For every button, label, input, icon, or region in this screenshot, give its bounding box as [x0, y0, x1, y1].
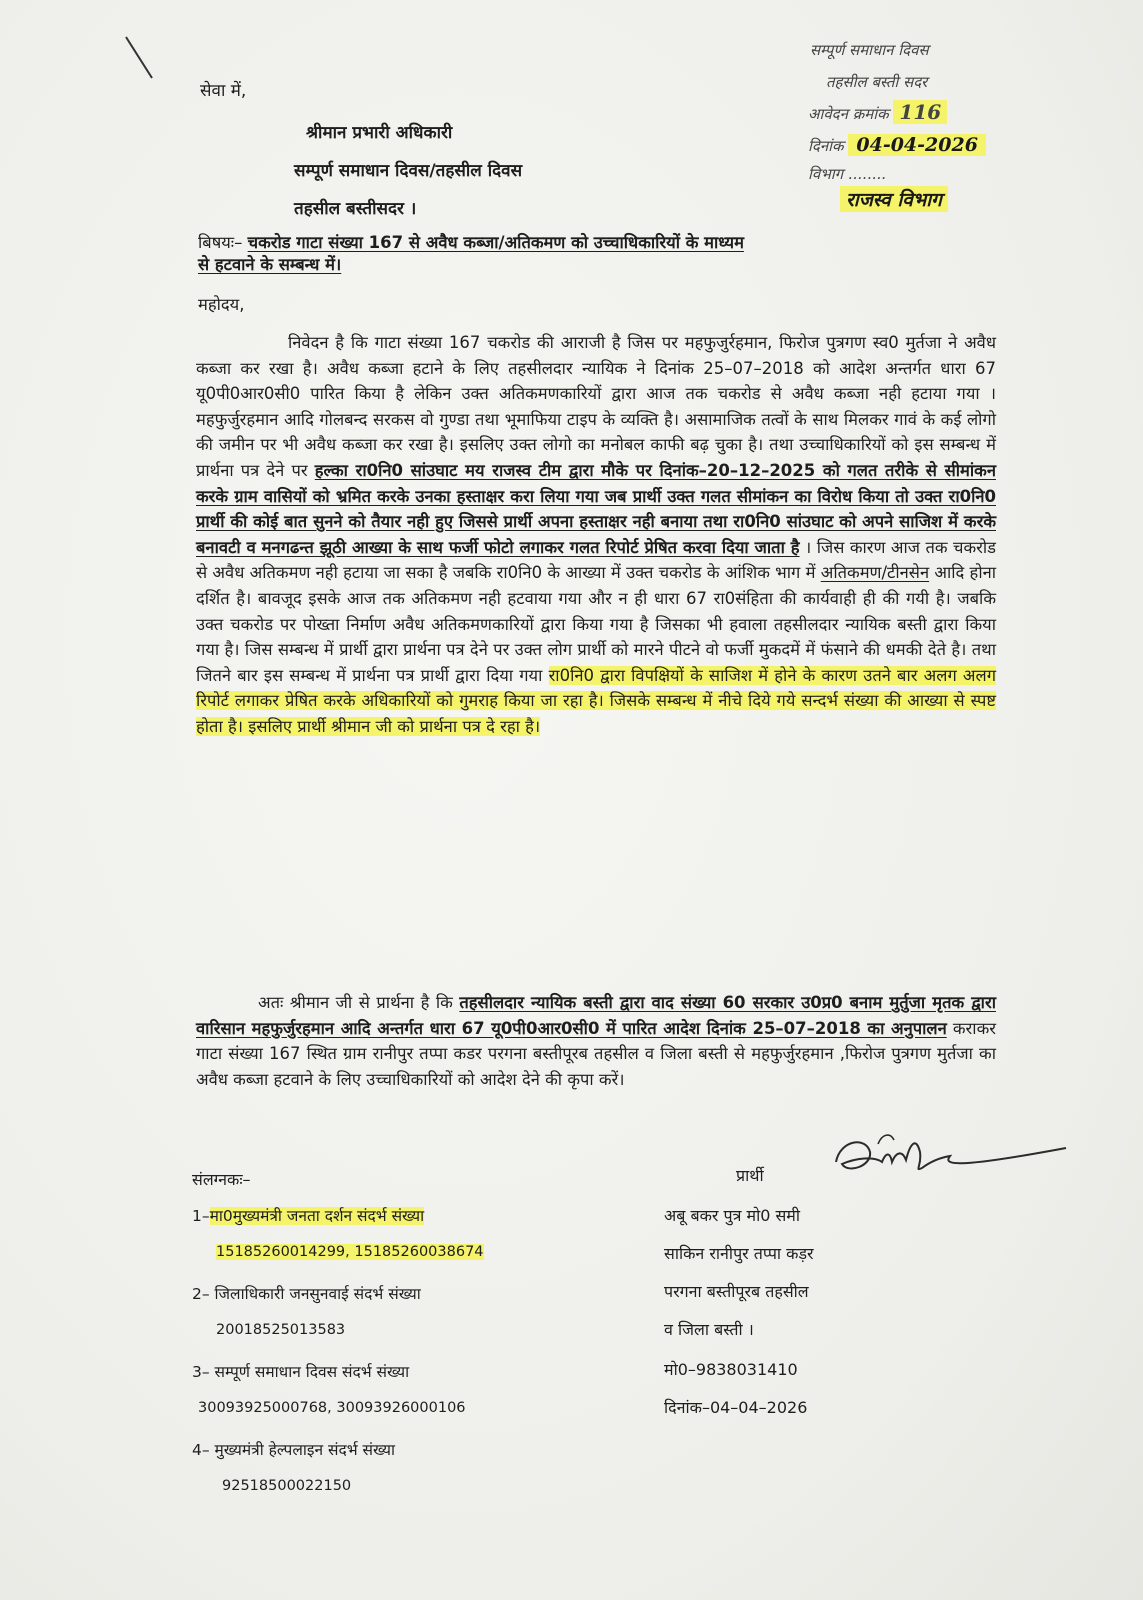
applicant-heading: प्रार्थी: [736, 1166, 764, 1185]
subject-block: [198, 232, 998, 276]
salutation-to: सेवा में,: [200, 81, 247, 101]
body-p2-request: कराकर गाटा संख्या 167 स्थित ग्राम रानीपुर तप्पा कडर परगना बस्तीपूरब तहसील व जिला बस्ती से महफुर्जुरहमान ,फिरोज पुत्रगण मुर्तजा का अवैध कब्जा हटवाने के लिए उच्चाधिकारियों को आदेश देने की कृपा करें।: [196, 1018, 996, 1089]
body-paragraph-2: [196, 990, 996, 1092]
enclosure-item-4: 4– मुख्यमंत्री हेल्पलाइन संदर्भ संख्या: [192, 1441, 396, 1459]
enclosure-item-2-value: 20018525013583: [216, 1322, 346, 1338]
body-paragraph-1: [196, 330, 996, 740]
body-p1-encroachment: अतिकमण/टीनसेन: [820, 563, 930, 583]
margin-slash-mark: [122, 34, 158, 82]
enclosure-item-4-value: 92518500022150: [222, 1478, 352, 1494]
recipient-title: श्रीमान प्रभारी अधिकारी: [306, 123, 453, 143]
applicant-address-3: व जिला बस्ती ।: [664, 1320, 754, 1339]
enclosure-item-2: 2– जिलाधिकारी जनसुनवाई संदर्भ संख्या: [192, 1285, 421, 1303]
applicant-date: दिनांक–04–04–2026: [664, 1398, 808, 1417]
recipient-office: सम्पूर्ण समाधान दिवस/तहसील दिवस: [294, 161, 523, 181]
stamp-application-number: 116: [893, 100, 947, 124]
enclosure-item-3: 3– सम्पूर्ण समाधान दिवस संदर्भ संख्या: [192, 1363, 410, 1381]
applicant-mobile: मो0–9838031410: [664, 1360, 798, 1379]
stamp-line-2: तहसील बस्ती सदर: [826, 73, 928, 91]
body-p1-allegation: हल्का रा0नि0 सांउघाट मय राजस्व टीम द्वारा मौके पर दिनांक–20–12–2025 को गलत तरीके से सीमांकन करके ग्राम वासियों को भ्रमित करके उनका हस्ताक्षर करा लिया गया जब प्रार्थी उक्त गलत सीमांकन का विरोध किया तो उक्त रा0नि0 प्रार्थी की कोई बात सुनने को तैयार नही हुए जिससे प्रार्थी अपना हस्ताक्षर नही बनाया तथा रा0नि0 सांउघाट को अपने साजिश में करके बनावटी व मनगढन्त झूठी आख्या के साथ फर्जी फोटो लगाकर गलत रिपोर्ट प्रेषित करवा दिया जाता है: [196, 460, 996, 557]
stamp-line-4: दिनांक 04-04-2026: [808, 134, 986, 156]
applicant-name: अबू बकर पुत्र मो0 समी: [664, 1206, 801, 1225]
body-p1-continuation: । जिस कारण आज तक चकरोड से अवैध अतिकमण नही हटाया जा सका है जबकि रा0नि0 के आख्या में उक्त चकरोड के आंशिक भाग में: [196, 537, 996, 583]
stamp-date: 04-04-2026: [848, 134, 986, 156]
body-p2-intro: अतः श्रीमान जी से प्रार्थना है कि: [258, 993, 453, 1012]
stamp-line-1: सम्पूर्ण समाधान दिवस: [810, 41, 929, 59]
enclosure-item-1-value: 15185260014299, 15185260038674: [216, 1244, 484, 1260]
subject-text-2: से हटवाने के सम्बन्ध में।: [198, 255, 342, 274]
subject-text-1: चकरोड गाटा संख्या 167 से अवैध कब्जा/अतिकमण को उच्चाधिकारियों के माध्यम: [247, 233, 744, 252]
enclosure-item-1-label: मा0मुख्यमंत्री जनता दर्शन संदर्भ संख्या: [209, 1207, 425, 1225]
body-p1-details: आदि होना दर्शित है। बावजूद इसके आज तक अतिकमण नही हटवाया गया और न ही धारा 67 रा0संहिता की कार्यवाही ही की गयी है। जबकि उक्त चकरोड पर पोख्ता निर्माण अवैध अतिकमणकारियों द्वारा किया गया है जिसका भी हवाला तहसीलदार न्यायिक बस्ती द्वारा किया गया है। जिस सम्बन्ध में प्रार्थी द्वारा प्रार्थना पत्र देने पर उक्त लोग प्रार्थी को मारने पीटने वो फर्जी मुकदमें में फंसाने की धमकी देते है। तथा जितने बार इस सम्बन्ध में प्रार्थना पत्र प्रार्थी द्वारा दिया गया: [196, 563, 997, 685]
enclosure-item-3-value: 30093925000768, 30093926000106: [198, 1400, 466, 1416]
applicant-address-2: परगना बस्तीपूरब तहसील: [664, 1282, 809, 1301]
stamp-line-3: आवेदन क्रमांक 116: [808, 100, 947, 124]
enclosure-item-1: 1–मा0मुख्यमंत्री जनता दर्शन संदर्भ संख्या: [192, 1207, 425, 1225]
applicant-address-1: साकिन रानीपुर तप्पा कड़र: [664, 1244, 814, 1263]
greeting: महोदय,: [198, 295, 245, 314]
subject-label: बिषयः–: [198, 233, 243, 252]
recipient-place: तहसील बस्तीसदर ।: [294, 199, 417, 219]
applicant-signature: [826, 1122, 1076, 1192]
enclosures-heading: संलग्नकः–: [192, 1170, 251, 1189]
body-p2-order-reference: तहसीलदार न्यायिक बस्ती द्वारा वाद संख्या 60 सरकार उ0प्र0 बनाम मुर्तुजा मृतक द्वारा वारिसान महफुर्जुरहमान आदि अन्तर्गत धारा 67 यू0पी0आर0सी0 में पारित आदेश दिनांक 25–07–2018 का अनुपालन: [196, 993, 996, 1038]
body-p1-highlighted: रा0नि0 द्वारा विपक्षियों के साजिश में होने के कारण उतने बार अलग अलग रिपोर्ट लगाकर प्रेषित करके अधिकारियों को गुमराह किया जा रहा है। जिसके सम्बन्ध में नीचे दिये गये सन्दर्भ संख्या की आख्या से स्पष्ट होता है। इसलिए प्रार्थी श्रीमान जी को प्रार्थना पत्र दे रहा है।: [196, 665, 996, 736]
stamp-department: राजस्व विभाग: [840, 186, 948, 212]
body-p1-intro: निवेदन है कि गाटा संख्या 167 चकरोड की आराजी है जिस पर महफुजुर्रहमान, फिरोज पुत्रगण स्व0 मुर्तजा ने अवैध कब्जा कर रखा है। अवैध कब्जा हटाने के लिए तहसीलदार न्यायिक ने दिनांक 25–07–2018 को आदेश अन्तर्गत धारा 67 यू0पी0आर0सी0 पारित किया है लेकिन उक्त अतिकमणकारियों द्वारा आज तक चकरोड से अवैध कब्जा नही हटाया गया । महफुर्जुरहमान आदि गोलबन्द सरकस वो गुण्डा तथा भूमाफिया टाइप के व्यक्ति है। असामाजिक तत्वों के साथ मिलकर गावं के कई लोगो की जमीन पर भी अवैध कब्जा कर रखा है। इसलिए उक्त लोगो का मनोबल काफी बढ़ चुका है। तथा उच्चाधिकारियों को इस सम्बन्ध में प्रार्थना पत्र देने पर: [196, 333, 996, 480]
stamp-line-5: विभाग ........: [808, 165, 887, 183]
